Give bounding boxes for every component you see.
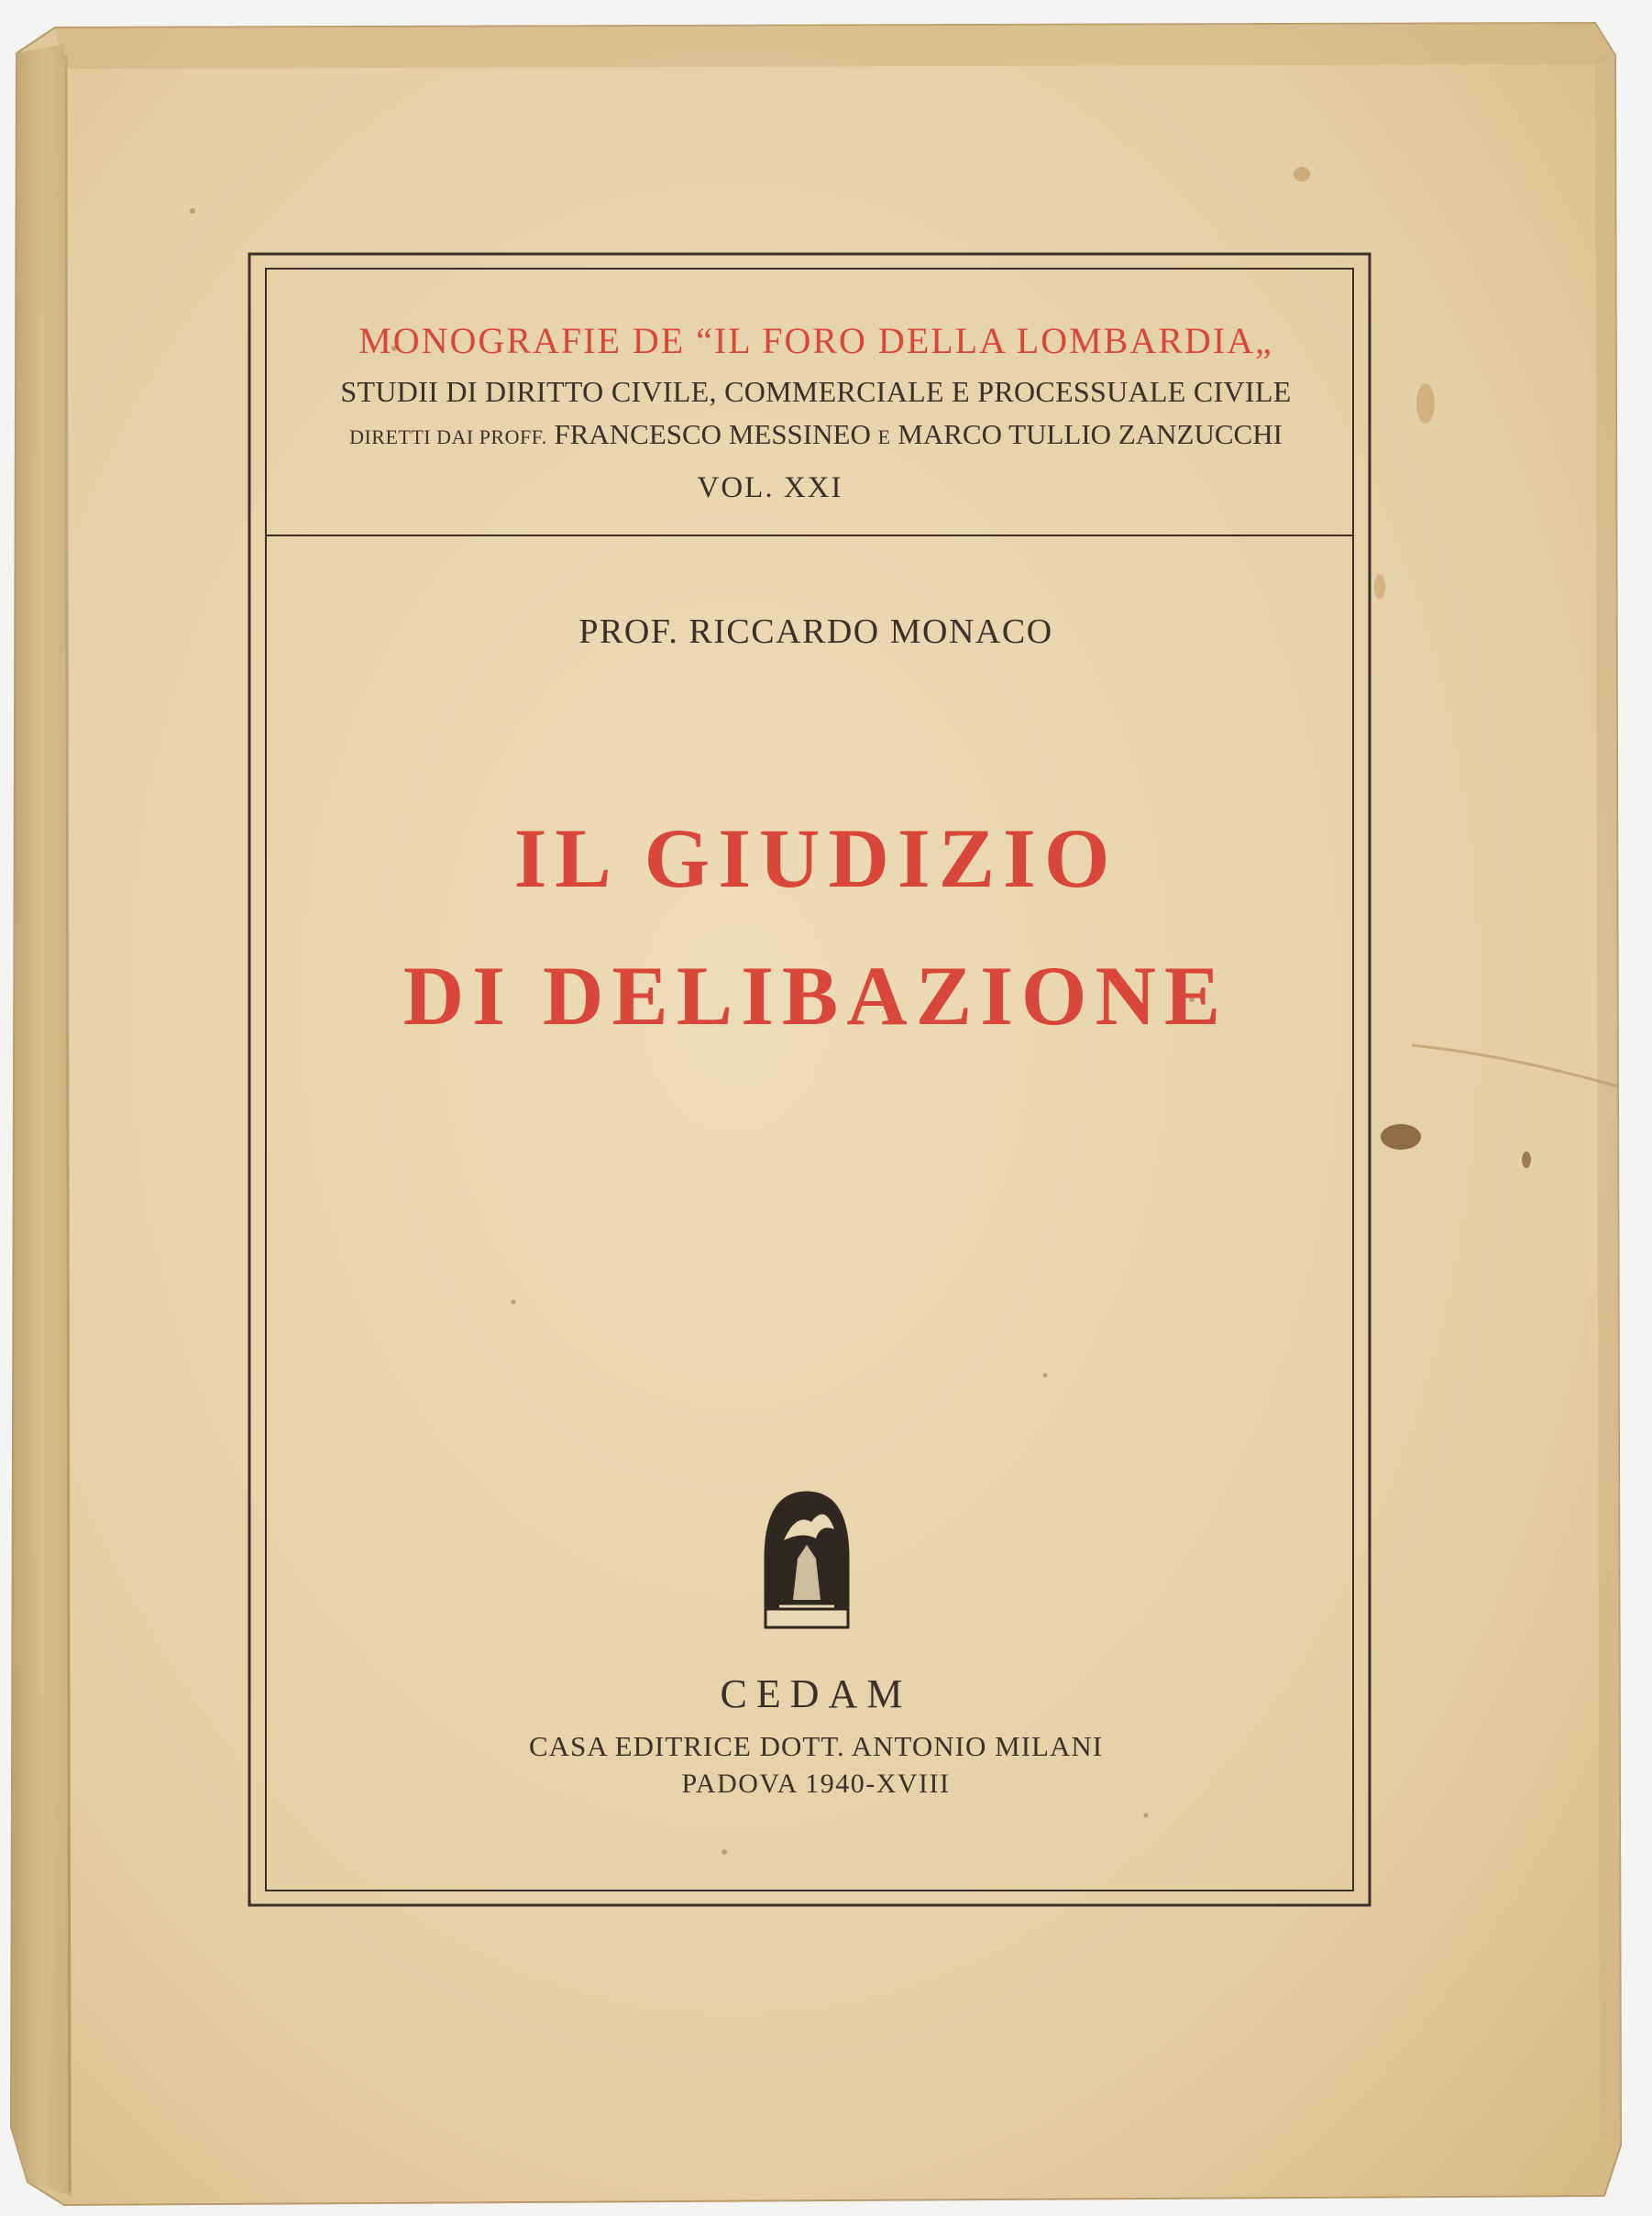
publisher-house: CASA EDITRICE DOTT. ANTONIO MILANI <box>528 1730 1104 1762</box>
spine-edge <box>11 44 72 2196</box>
publisher-name: CEDAM <box>720 1671 912 1716</box>
director-2: MARCO TULLIO ZANZUCCHI <box>898 418 1283 450</box>
series-subtitle: STUDII DI DIRITTO CIVILE, COMMERCIALE E PROCESSUALE CIVILE <box>340 375 1292 408</box>
author: PROF. RICCARDO MONACO <box>578 612 1053 651</box>
director-1: FRANCESCO MESSINEO <box>554 418 871 450</box>
book-title-line-2: DI DELIBAZIONE <box>402 949 1229 1042</box>
book-title-line-1: IL GIUDIZIO <box>513 811 1118 905</box>
series-title: MONOGRAFIE DE “IL FORO DELLA LOMBARDIA„ <box>358 320 1273 361</box>
volume-label: VOL. XXI <box>697 471 843 504</box>
publisher-emblem-icon <box>765 1493 848 1627</box>
publisher-place: PADOVA 1940-XVIII <box>681 1769 951 1799</box>
stain <box>1381 1124 1421 1150</box>
conjunction: E <box>877 425 891 448</box>
directors-prefix: DIRETTI DAI PROFF. <box>349 425 547 448</box>
directors-line <box>257 420 1375 448</box>
